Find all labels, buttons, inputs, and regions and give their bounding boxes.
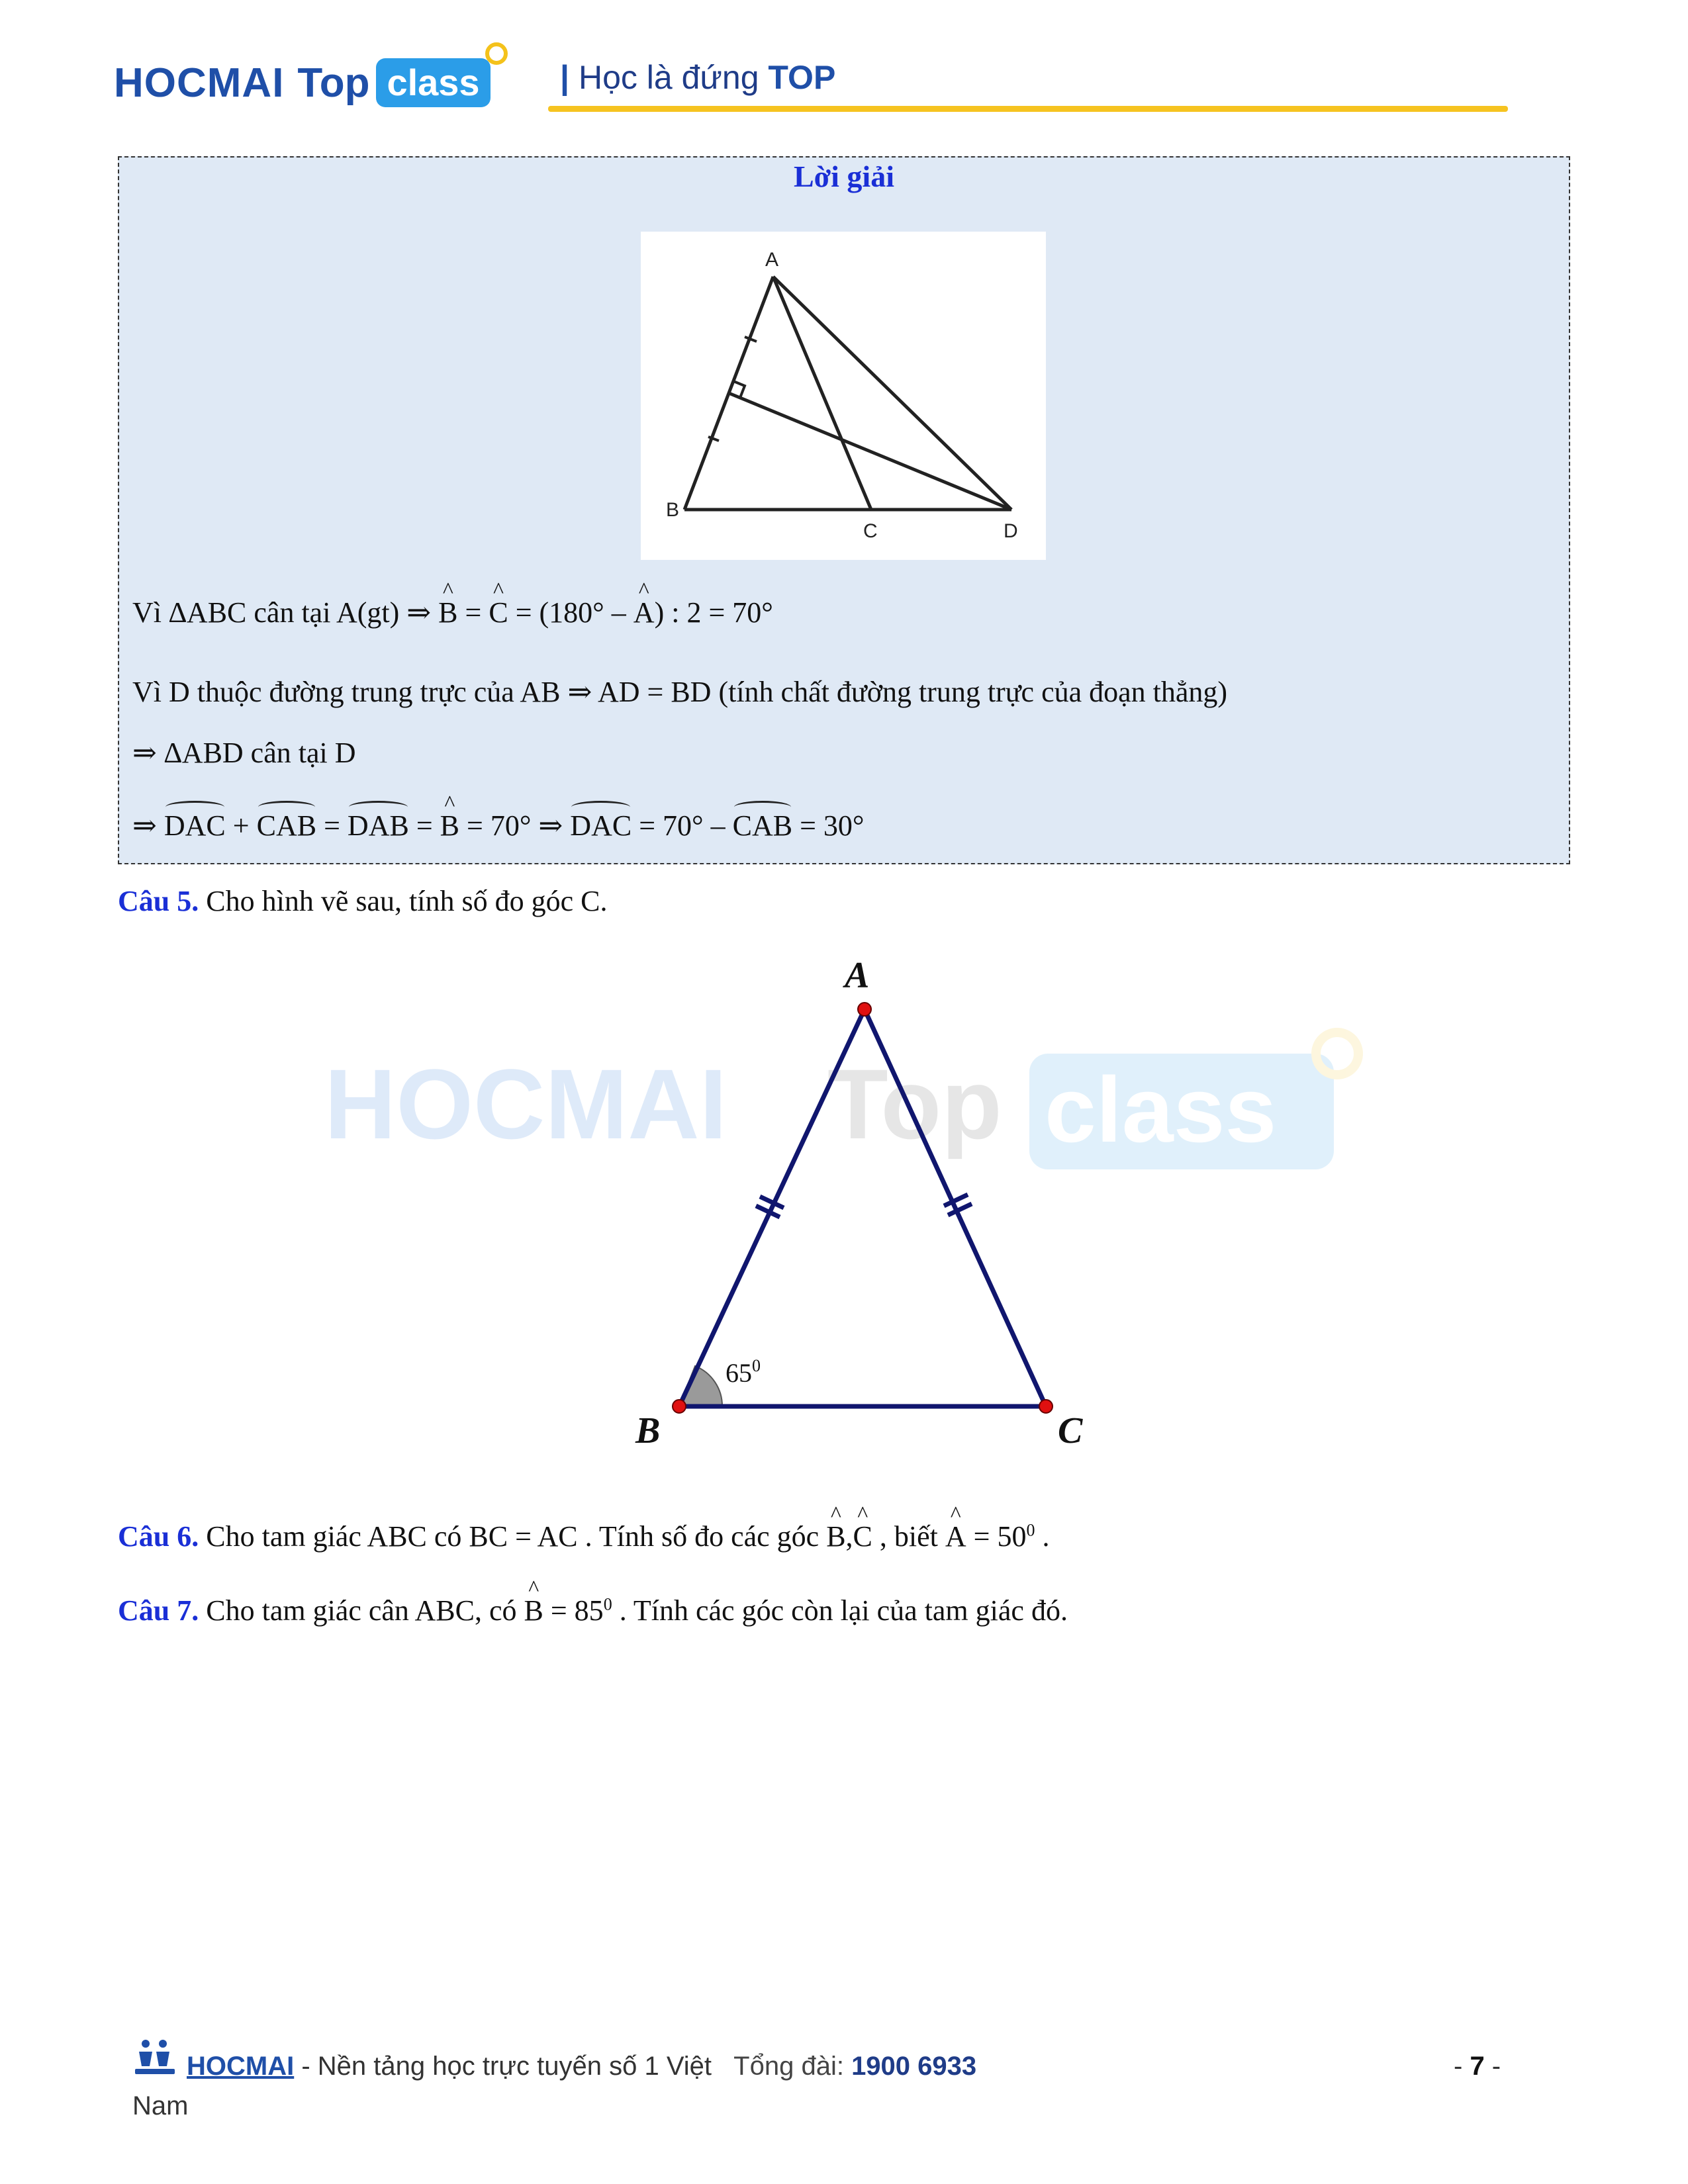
header-rule: [548, 106, 1508, 112]
footer-hotline: [733, 2052, 976, 2081]
q6-angle-a: ^ A: [945, 1520, 966, 1553]
l1-pre: Vì ∆ABC cân tại A(gt) ⇒: [132, 596, 439, 629]
hocmai-topclass-logo: [114, 53, 491, 113]
solution-line-2: Vì D thuộc đường trung trực của AB ⇒ AD = BD (tính chất đường trung trực của đoạn thẳng): [132, 676, 1228, 708]
fig2-label-b: B: [635, 1410, 661, 1451]
segment-ad: [773, 277, 1011, 510]
q7-degree: 0: [603, 1594, 612, 1614]
question-7: [118, 1594, 1068, 1627]
watermark-top: Top: [827, 1048, 1002, 1160]
angle-dac-2: DAC: [570, 805, 632, 842]
fig2-label-a: A: [845, 955, 870, 996]
watermark-logo: [324, 1032, 1358, 1169]
q7-pre: Cho tam giác cân ABC, có: [199, 1594, 524, 1627]
footer-hotline-number: 1900 6933: [851, 2052, 977, 2081]
q7-eq: = 85: [543, 1594, 604, 1627]
figure-triangle-abd: [641, 232, 1046, 560]
q6-angle-c: ^ C: [853, 1520, 872, 1553]
solution-line-4: [132, 805, 865, 842]
q6-end: .: [1035, 1520, 1050, 1553]
l4-eq1: =: [316, 809, 348, 842]
segment-ac: [773, 277, 871, 510]
l1-post: ) : 2 = 70°: [654, 596, 773, 629]
solution-line-1: [132, 596, 773, 629]
angle-b-degree: 0: [752, 1356, 761, 1375]
question-5: [118, 884, 607, 918]
figure-abc-svg: [305, 940, 1397, 1456]
page-number: [1454, 2052, 1501, 2081]
footer-text: - Nền tảng học trực tuyến số 1 Việt: [294, 2052, 712, 2081]
angle-a: ^ A: [633, 596, 655, 629]
angle-b-shading: [679, 1366, 722, 1406]
question-6: [118, 1520, 1050, 1553]
footer-brand-link[interactable]: HOCMAI: [187, 2052, 295, 2081]
figure-abd-svg: [641, 232, 1046, 560]
l4-plus: +: [225, 809, 257, 842]
tagline-bar: |: [560, 59, 569, 96]
watermark-class: class: [1045, 1058, 1277, 1161]
hocmai-footer-icon: [132, 2037, 177, 2077]
q6-comma: ,: [845, 1520, 853, 1553]
vertex-c: [1039, 1400, 1053, 1413]
angle-dac: DAC: [164, 805, 226, 842]
sun-icon: [485, 42, 508, 65]
q6-eq: = 50: [966, 1520, 1027, 1553]
footer: [187, 2052, 976, 2081]
logo-hocmai-text: HOCMAI: [114, 60, 285, 106]
angle-c: ^ C: [489, 596, 508, 629]
solution-line-3: ⇒ ∆ABD cân tại D: [132, 737, 356, 769]
angle-cab: CAB: [257, 805, 316, 842]
l4-arrow: ⇒: [132, 809, 164, 842]
logo-class-text: class: [387, 62, 480, 103]
q6-pre: Cho tam giác ABC có BC = AC . Tính số đo các góc: [199, 1520, 827, 1553]
q6-label: Câu 6.: [118, 1520, 199, 1553]
fig2-label-c: C: [1058, 1410, 1083, 1451]
l4-end: = 30°: [792, 809, 865, 842]
logo-class-badge: [376, 58, 490, 107]
q5-label: Câu 5.: [118, 885, 199, 917]
fig1-label-d: D: [1004, 520, 1018, 542]
fig1-label-c: C: [863, 520, 878, 542]
angle-b-2: ^ B: [440, 809, 459, 842]
l1-eq1: =: [457, 596, 489, 629]
l4-eq2: =: [408, 809, 440, 842]
tagline: [560, 58, 835, 97]
q6-mid: , biết: [872, 1520, 945, 1553]
solution-title: Lời giải: [794, 159, 894, 193]
angle-b-value: [726, 1356, 761, 1388]
people-icon: [132, 2037, 177, 2077]
fig1-label-a: A: [765, 249, 779, 271]
vertex-b: [673, 1400, 686, 1413]
page-post: -: [1484, 2052, 1501, 2081]
footer-line-2: Nam: [132, 2091, 189, 2120]
footer-hotline-label: Tổng đài:: [733, 2052, 852, 2081]
page-value: 7: [1470, 2052, 1485, 2081]
tagline-text: Học là đứng: [579, 59, 759, 96]
page-pre: -: [1454, 2052, 1470, 2081]
q6-angle-b: ^ B: [826, 1520, 845, 1553]
q5-text: Cho hình vẽ sau, tính số đo góc C.: [199, 885, 608, 917]
q7-angle-b: ^ B: [524, 1594, 543, 1627]
watermark-hocmai: HOCMAI: [324, 1048, 727, 1160]
l4-mid: = 70° ⇒: [459, 809, 571, 842]
q7-label: Câu 7.: [118, 1594, 199, 1627]
angle-b: ^ B: [438, 596, 457, 629]
angle-b-number: 65: [726, 1358, 752, 1388]
perpendicular-bisector: [729, 393, 1011, 510]
angle-dab: DAB: [348, 805, 409, 842]
q6-degree: 0: [1026, 1520, 1035, 1540]
tagline-top: TOP: [768, 59, 836, 96]
l1-eq2: = (180° –: [508, 596, 633, 629]
logo-top-text: Top: [297, 60, 370, 106]
figure-isosceles-triangle: [305, 940, 1397, 1456]
l4-mid2: = 70° –: [632, 809, 733, 842]
watermark-sun-icon: [1316, 1032, 1358, 1075]
angle-cab-2: CAB: [733, 805, 792, 842]
q7-end: . Tính các góc còn lại của tam giác đó.: [612, 1594, 1068, 1627]
vertex-a: [858, 1003, 871, 1016]
fig1-label-b: B: [666, 499, 680, 521]
